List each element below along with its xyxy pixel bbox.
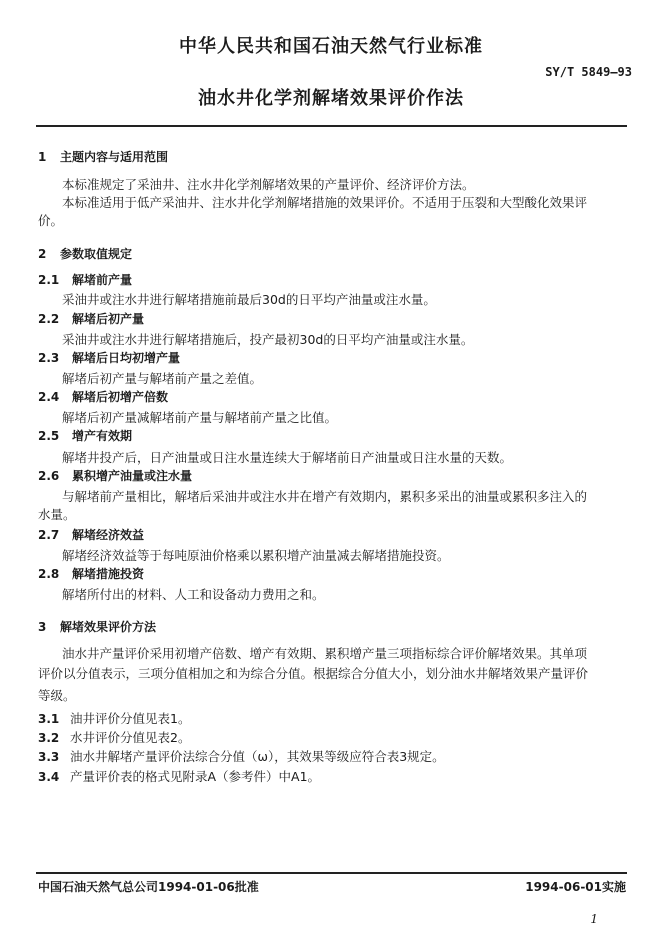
subsection-number: 2.5 [38, 429, 60, 443]
section-1-heading [38, 148, 168, 165]
section-title: 主题内容与适用范围 [60, 150, 169, 164]
subsection-title: 解堵措施投资 [72, 567, 145, 581]
standard-code: SY/T 5849—93 [545, 65, 632, 79]
subsection-text-cont: 水量。 [38, 507, 76, 522]
subsection-text: 采油井或注水井进行解堵措施后，投产最初30d的日平均产油量或注水量。 [62, 332, 474, 347]
item-number: 3.3 [38, 750, 60, 764]
section-number: 1 [38, 150, 47, 164]
subsection-title: 增产有效期 [72, 429, 133, 443]
section-2-heading [38, 245, 132, 262]
list-item [38, 728, 190, 746]
subsection-title: 解堵后日均初增产量 [72, 351, 181, 365]
effective-date: 1994-06-01实施 [525, 880, 626, 894]
subsection-heading [38, 310, 144, 327]
section-1-paragraph-2: 本标准适用于低产采油井、注水井化学剂解堵措施的效果评价。不适用于压裂和大型酸化效果评 [62, 195, 588, 210]
list-item [38, 767, 320, 785]
subsection-number: 2.3 [38, 351, 60, 365]
approval-statement: 中国石油天然气总公司1994-01-06批准 [38, 880, 259, 894]
list-item [38, 747, 445, 765]
subsection-title: 解堵后初增产倍数 [72, 390, 169, 404]
subsection-title: 解堵前产量 [72, 273, 133, 287]
footer-rule [36, 872, 627, 874]
subsection-heading [38, 565, 144, 582]
subsection-title: 解堵经济效益 [72, 528, 145, 542]
item-number: 3.2 [38, 731, 60, 745]
subsection-text: 解堵后初产量减解堵前产量与解堵前产量之比值。 [62, 410, 338, 425]
subsection-number: 2.1 [38, 273, 60, 287]
subsection-text: 采油井或注水井进行解堵措施前最后30d的日平均产油量或注水量。 [62, 292, 436, 307]
section-3-paragraph-cont: 评价以分值表示，三项分值相加之和为综合分值。根据综合分值大小，划分油水井解堵效果产量评价 [38, 666, 589, 681]
subsection-title: 累积增产油量或注水量 [72, 469, 193, 483]
subsection-text: 解堵所付出的材料、人工和设备动力费用之和。 [62, 587, 325, 602]
subsection-text: 与解堵前产量相比，解堵后采油井或注水井在增产有效期内，累积多采出的油量或累积多注入的 [62, 489, 588, 504]
item-text: 水井评价分值见表2。 [70, 730, 191, 745]
subsection-heading [38, 467, 192, 484]
subsection-text: 解堵经济效益等于每吨原油价格乘以累积增产油量减去解堵措施投资。 [62, 548, 450, 563]
section-1-paragraph-2-cont: 价。 [38, 213, 64, 228]
section-title: 解堵效果评价方法 [60, 620, 157, 634]
section-3-paragraph: 油水井产量评价采用初增产倍数、增产有效期、累积增产量三项指标综合评价解堵效果。其单项 [62, 646, 588, 661]
section-title: 参数取值规定 [60, 247, 133, 261]
list-item [38, 709, 190, 727]
subsection-number: 2.6 [38, 469, 60, 483]
subsection-number: 2.8 [38, 567, 60, 581]
subsection-heading [38, 427, 132, 444]
subsection-heading [38, 271, 132, 288]
item-number: 3.1 [38, 712, 60, 726]
section-3-paragraph-end: 等级。 [38, 688, 76, 703]
subsection-text: 解堵井投产后，日产油量或日注水量连续大于解堵前日产油量或日注水量的天数。 [62, 450, 513, 465]
subsection-heading [38, 388, 168, 405]
section-3-heading [38, 618, 156, 635]
subsection-title: 解堵后初产量 [72, 312, 145, 326]
subsection-number: 2.4 [38, 390, 60, 404]
section-number: 2 [38, 247, 47, 261]
item-number: 3.4 [38, 770, 60, 784]
subsection-heading [38, 349, 180, 366]
item-text: 油井评价分值见表1。 [70, 711, 191, 726]
issuing-org-header: 中华人民共和国石油天然气行业标准 [179, 36, 483, 57]
header-rule [36, 125, 627, 127]
subsection-number: 2.7 [38, 528, 60, 542]
subsection-text: 解堵后初产量与解堵前产量之差值。 [62, 371, 263, 386]
page-number: 1 [590, 912, 598, 926]
document-title: 油水井化学剂解堵效果评价作法 [198, 88, 464, 109]
section-number: 3 [38, 620, 47, 634]
item-text: 产量评价表的格式见附录A（参考件）中A1。 [70, 769, 321, 784]
subsection-number: 2.2 [38, 312, 60, 326]
subsection-heading [38, 526, 144, 543]
item-text: 油水井解堵产量评价法综合分值（ω），其效果等级应符合表3规定。 [70, 749, 445, 764]
section-1-paragraph-1: 本标准规定了采油井、注水井化学剂解堵效果的产量评价、经济评价方法。 [62, 177, 475, 192]
